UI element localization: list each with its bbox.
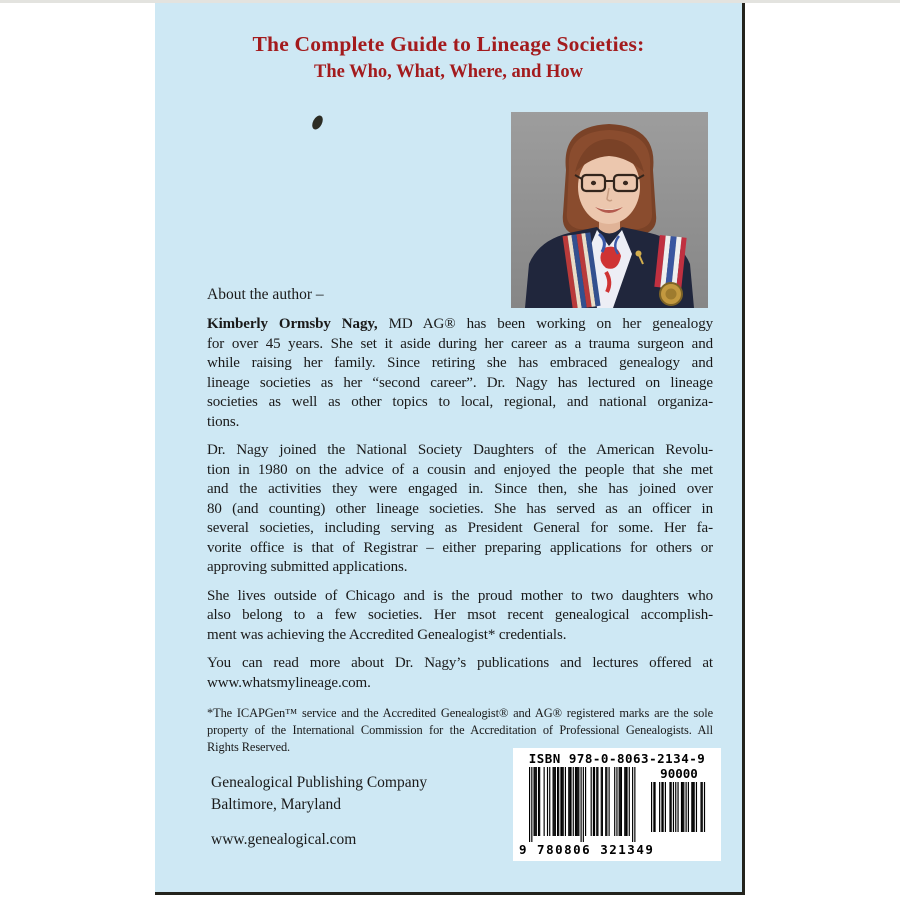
publisher-block — [211, 772, 427, 851]
text-line: while raising her family. Since retiring she has embraced genealogy and — [207, 355, 713, 371]
title-line-2: The Who, What, Where, and How — [314, 62, 583, 82]
text-line: ment was achieving the Accredited Genealogist* credentials. — [207, 626, 567, 643]
about-paragraphs — [207, 315, 713, 693]
about-paragraph — [207, 654, 713, 693]
isbn-barcode-panel — [513, 748, 721, 861]
text-line: several societies, including serving as President General for some. Her fa- — [207, 520, 713, 536]
text-line: Kimberly Ormsby Nagy, MD AG® has been working on her genealogy — [207, 316, 714, 332]
text-line: and the activities they were engaged in. Since then, she has joined over — [207, 481, 713, 497]
text-line: *The ICAPGen™ service and the Accredited Genealogist® and AG® registered marks are the sole — [207, 706, 713, 720]
text-line: also belong to a few societies. Her msot recent genealogical accomplish- — [207, 607, 713, 623]
publisher-website: www.genealogical.com — [211, 831, 357, 848]
text-line: tion in 1980 on the advice of a cousin and enjoyed the people that she met — [207, 461, 713, 478]
author-portrait-photo — [511, 112, 708, 308]
about-paragraph — [207, 441, 713, 578]
about-paragraph — [207, 315, 713, 432]
text-line: Rights Reserved. — [207, 740, 291, 754]
about-section — [207, 286, 713, 756]
book-back-cover — [155, 3, 745, 895]
text-line: for over 45 years. She set it aside during her career as a trauma surgeon and — [207, 335, 713, 352]
text-line: www.whatsmylineage.com. — [207, 674, 371, 691]
title-line-1: The Complete Guide to Lineage Societies: — [252, 32, 645, 56]
bold-text: Kimberly Ormsby Nagy, — [207, 316, 378, 332]
ink-spot — [310, 114, 325, 131]
text-line: approving submitted applications. — [207, 559, 408, 575]
about-paragraph — [207, 587, 713, 646]
isbn-number: ISBN 978-0-8063-2134-9 — [528, 751, 706, 766]
barcode-digits: 9 780806 321349 — [519, 842, 655, 857]
text-line: Dr. Nagy joined the National Society Daughters of the American Revolu- — [207, 442, 713, 458]
ean5-supplement-barcode — [651, 782, 706, 832]
about-heading: About the author – — [207, 286, 324, 303]
publisher-name: Genealogical Publishing Company — [211, 774, 428, 791]
text-line: property of the International Commission for the Accreditation of Professional Genealogists. All — [207, 723, 713, 737]
text-line: societies as well as other topics to local, regional, and national organiza- — [207, 394, 713, 410]
ean13-barcode — [529, 767, 636, 842]
publisher-location: Baltimore, Maryland — [211, 796, 341, 813]
text-line: She lives outside of Chicago and is the proud mother to two daughters who — [207, 587, 713, 604]
text-line: 80 (and counting) other lineage societies. She has served as an officer in — [207, 500, 713, 517]
text-line: vorite office is that of Registrar – either preparing applications for others or — [207, 539, 713, 556]
text-line: You can read more about Dr. Nagy’s publications and lectures offered at — [207, 655, 713, 671]
text-line: tions. — [207, 413, 240, 430]
text-line: lineage societies as her “second career”. Dr. Nagy has lectured on lineage — [207, 374, 713, 391]
price-code: 90000 — [660, 766, 698, 781]
cover-title — [155, 32, 742, 83]
